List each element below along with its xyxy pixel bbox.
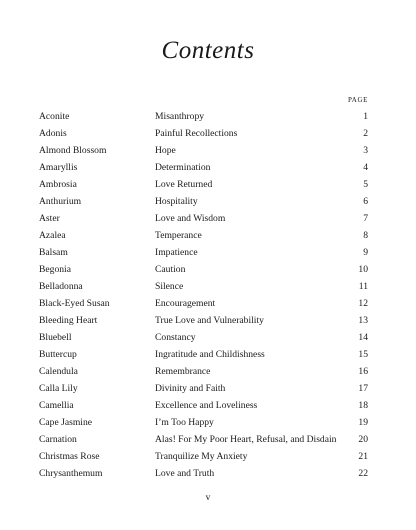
toc-entry <box>39 465 368 482</box>
page-number: 6 <box>363 196 368 207</box>
page-number: 5 <box>363 179 368 190</box>
toc-entry <box>39 295 368 312</box>
toc-entry <box>39 159 368 176</box>
flower-meaning: True Love and Vulnerability <box>155 315 264 326</box>
flower-meaning: Ingratitude and Childishness <box>155 349 265 360</box>
table-of-contents <box>39 108 368 482</box>
page-column-header: PAGE <box>347 96 368 104</box>
flower-name: Buttercup <box>39 349 77 360</box>
toc-entry <box>39 261 368 278</box>
flower-meaning: Remembrance <box>155 366 211 377</box>
toc-entry <box>39 363 368 380</box>
toc-entry <box>39 176 368 193</box>
page-number: 16 <box>358 366 368 377</box>
toc-entry <box>39 329 368 346</box>
flower-name: Aster <box>39 213 60 224</box>
page-number: 10 <box>358 264 368 275</box>
toc-entry <box>39 142 368 159</box>
flower-meaning: Hospitality <box>155 196 198 207</box>
folio-page-number: v <box>205 493 211 503</box>
flower-name: Calla Lily <box>39 383 78 394</box>
page-number: 17 <box>358 383 368 394</box>
toc-entry <box>39 397 368 414</box>
flower-name: Amaryllis <box>39 162 78 173</box>
toc-entry <box>39 448 368 465</box>
flower-meaning: Alas! For My Poor Heart, Refusal, and Disdain <box>155 434 337 445</box>
flower-meaning: Impatience <box>155 247 198 258</box>
page-number: 19 <box>358 417 368 428</box>
page-number: 3 <box>363 145 368 156</box>
flower-meaning: Encouragement <box>155 298 216 309</box>
flower-name: Calendula <box>39 366 78 377</box>
flower-meaning: Caution <box>155 264 186 275</box>
toc-entry <box>39 210 368 227</box>
flower-meaning: I’m Too Happy <box>155 417 214 428</box>
flower-name: Azalea <box>39 230 66 241</box>
flower-name: Carnation <box>39 434 77 445</box>
flower-meaning: Love and Truth <box>155 468 215 479</box>
page-number: 2 <box>363 128 368 139</box>
toc-entry <box>39 346 368 363</box>
toc-entry <box>39 108 368 125</box>
flower-meaning: Determination <box>155 162 211 173</box>
page-number: 8 <box>363 230 368 241</box>
flower-meaning: Constancy <box>155 332 196 343</box>
flower-meaning: Hope <box>155 145 176 156</box>
flower-name: Cape Jasmine <box>39 417 93 428</box>
flower-meaning: Silence <box>155 281 184 292</box>
flower-meaning: Excellence and Loveliness <box>155 400 258 411</box>
page-number: 11 <box>358 281 368 292</box>
flower-meaning: Misanthropy <box>155 111 205 122</box>
page-number: 15 <box>358 349 368 360</box>
flower-meaning: Painful Recollections <box>155 128 238 139</box>
flower-name: Begonia <box>39 264 71 275</box>
flower-name: Camellia <box>39 400 74 411</box>
page-number: 18 <box>358 400 368 411</box>
page-number: 21 <box>358 451 368 462</box>
page-number: 14 <box>358 332 368 343</box>
flower-name: Ambrosia <box>39 179 77 190</box>
flower-name: Black-Eyed Susan <box>39 298 110 309</box>
flower-name: Chrysanthemum <box>39 468 103 479</box>
page-number: 1 <box>363 111 368 122</box>
flower-name: Christmas Rose <box>39 451 100 462</box>
toc-entry <box>39 414 368 431</box>
flower-name: Almond Blossom <box>39 145 107 156</box>
page-title: Contents <box>161 37 255 64</box>
toc-entry <box>39 193 368 210</box>
flower-name: Aconite <box>39 111 70 122</box>
toc-entry <box>39 125 368 142</box>
page-number: 4 <box>363 162 368 173</box>
toc-entry <box>39 380 368 397</box>
flower-name: Balsam <box>39 247 68 258</box>
flower-meaning: Love Returned <box>155 179 213 190</box>
flower-name: Adonis <box>39 128 67 139</box>
flower-meaning: Divinity and Faith <box>155 383 226 394</box>
page-number: 22 <box>358 468 368 479</box>
toc-entry <box>39 227 368 244</box>
toc-entry <box>39 312 368 329</box>
toc-entry <box>39 431 368 448</box>
page-number: 20 <box>358 434 368 445</box>
flower-meaning: Love and Wisdom <box>155 213 226 224</box>
flower-name: Belladonna <box>39 281 83 292</box>
page-number: 9 <box>363 247 368 258</box>
page-number: 13 <box>358 315 368 326</box>
page-number: 12 <box>358 298 368 309</box>
page-number: 7 <box>363 213 368 224</box>
flower-name: Bleeding Heart <box>39 315 98 326</box>
flower-name: Bluebell <box>39 332 72 343</box>
flower-name: Anthurium <box>39 196 82 207</box>
flower-meaning: Temperance <box>155 230 202 241</box>
toc-entry <box>39 244 368 261</box>
flower-meaning: Tranquilize My Anxiety <box>155 451 248 462</box>
toc-entry <box>39 278 368 295</box>
